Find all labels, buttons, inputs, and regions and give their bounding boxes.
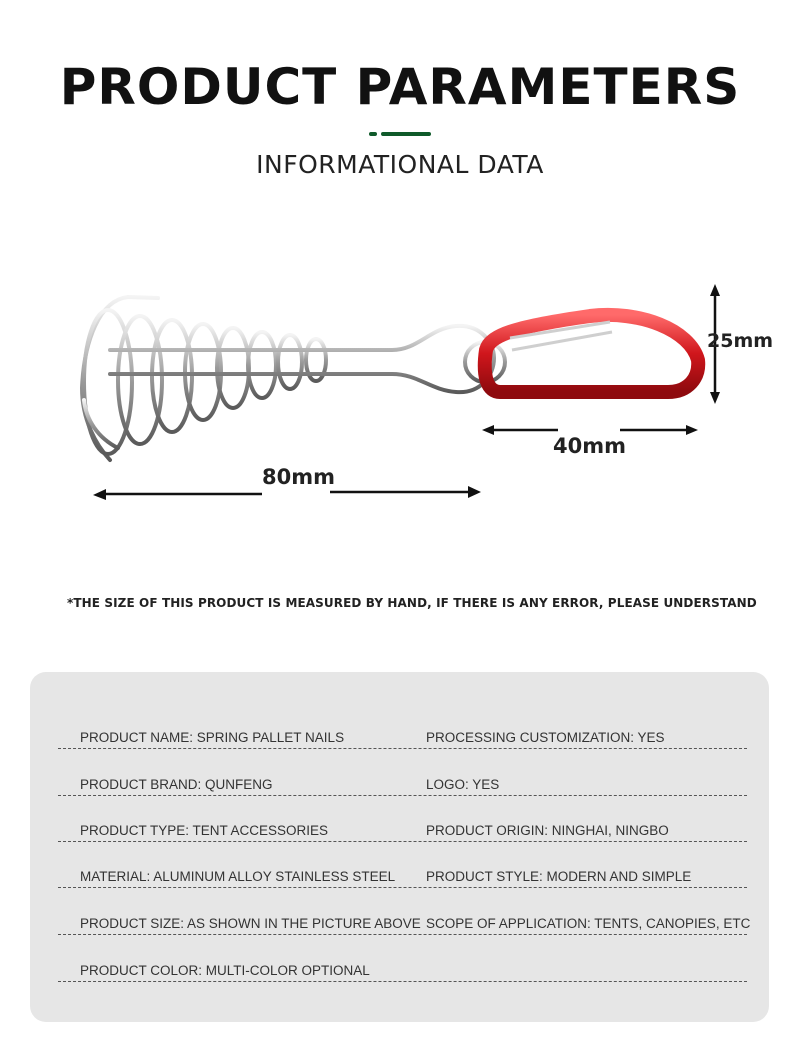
product-image [0,270,800,520]
spec-product-name: PRODUCT NAME: SPRING PALLET NAILS [80,730,345,745]
spec-row [58,702,747,749]
spec-product-style: PRODUCT STYLE: MODERN AND SIMPLE [426,869,692,884]
page-subtitle: INFORMATIONAL DATA [256,150,544,179]
page-title: PRODUCT PARAMETERS [59,58,741,116]
dimension-label-carabiner: 40mm [553,434,626,458]
spec-product-color: PRODUCT COLOR: MULTI-COLOR OPTIONAL [80,963,370,978]
spec-product-type: PRODUCT TYPE: TENT ACCESSORIES [80,823,329,838]
carabiner-graphic [485,315,698,392]
measurement-note: *THE SIZE OF THIS PRODUCT IS MEASURED BY HAND, IF THERE IS ANY ERROR, PLEASE UNDERSTAND [67,596,757,610]
spec-product-size: PRODUCT SIZE: AS SHOWN IN THE PICTURE ABOVE [80,916,421,931]
spec-scope-of-application: SCOPE OF APPLICATION: TENTS, CANOPIES, ETC [426,916,751,931]
dimension-label-height: 25mm [707,330,774,352]
spec-material: MATERIAL: ALUMINUM ALLOY STAINLESS STEEL [80,869,396,884]
spec-row [58,795,747,842]
title-divider-dot [369,132,377,136]
spec-row [58,749,747,796]
title-divider-bar [381,132,431,136]
dimension-label-length: 80mm [262,465,335,489]
specs-panel [30,672,769,1022]
spec-product-origin: PRODUCT ORIGIN: NINGHAI, NINGBO [426,823,669,838]
spec-row [58,935,747,982]
spring-coil-graphic [82,297,326,460]
spec-row [58,841,747,888]
spec-product-brand: PRODUCT BRAND: QUNFENG [80,777,273,792]
spec-processing-customization: PROCESSING CUSTOMIZATION: YES [426,730,665,745]
spec-row [58,888,751,935]
spec-logo: LOGO: YES [426,777,500,792]
